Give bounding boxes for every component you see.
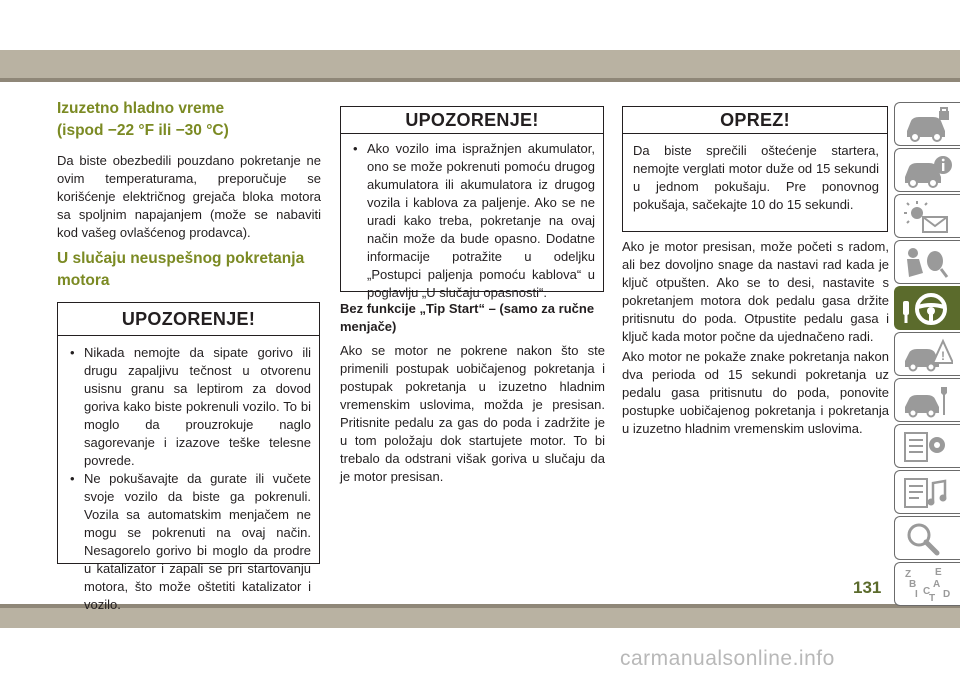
roadside-warning-icon xyxy=(901,337,953,373)
tab-emergency[interactable] xyxy=(894,332,960,376)
section-heading-failed-start: U slučaju neuspešnog pokretanja xyxy=(57,250,305,267)
section-heading: Izuzetno hladno vreme xyxy=(57,100,225,117)
caution-body xyxy=(623,134,887,220)
warning-list xyxy=(68,344,311,614)
warning-body xyxy=(341,134,603,308)
svg-text:B: B xyxy=(909,579,917,590)
warning-box xyxy=(57,302,320,612)
tab-service[interactable] xyxy=(894,378,960,422)
page-number: 131 xyxy=(853,578,882,597)
tab-search[interactable] xyxy=(894,516,960,560)
tab-car-lock[interactable] xyxy=(894,102,960,146)
svg-text:D: D xyxy=(943,589,951,600)
paragraph-no-start: Ako motor ne pokaže znake pokretanja nakon dva perioda od 15 sekundi pokretanja uz pedalu gasa pritisnutu do poda, ponovite postupke uobičajenog pokretanja i pokretanja u izuzetno hladnim vremenskim uslovima. xyxy=(622,349,889,436)
intro-paragraph: Da biste obezbedili pouzdano pokretanje ne ovim temperaturama, preporučuje se korišćenje električnog grejača bloka motora sa spoljnim napajanjem (može se nabaviti kod vašeg ovlašćenog prodavca). xyxy=(57,153,321,240)
header-stripe xyxy=(0,78,960,82)
paragraph-flooded-start: Ako je motor presisan, može početi s radom, ali bez dovoljno snage da nastavi rad kada je ključ otpušten. Ako se to desi, nastavite s pokretanjem motora dok pedalu gasa držite pritisnutu do poda. Otpustite pedalu gasa i ključ kada motor počne da ujednačeno radi. xyxy=(622,239,889,344)
caution-box xyxy=(622,106,888,232)
watermark: carmanualsonline.info xyxy=(620,647,835,670)
warning-item: • Ne pokušavajte da gurate ili vučete svoje vozilo da biste ga pokrenuli. Vozila sa automatskim menjačem ne mogu se pokrenuti na ovaj način. Nesagorelo gorivo bi moglo da prodre u katalizator i zapali se pri startovanju motora, što može oštetiti katalizator i vozilo. xyxy=(70,471,311,612)
tab-index[interactable] xyxy=(894,562,960,606)
car-lock-icon xyxy=(901,107,953,143)
tab-airbag-safety[interactable] xyxy=(894,240,960,284)
warning-box xyxy=(340,106,604,300)
tab-starting-driving[interactable] xyxy=(894,286,960,330)
warning-item: • Nikada nemojte da sipate gorivo ili drugu zapaljivu tečnost u otvorenu usisnu granu sa leptirom za dovod goriva kako biste pokrenuli vozilo. To bi moglo da prouzrokuje naglo sagorevanje i izazove teške telesne povrede. xyxy=(70,345,311,468)
warning-title: UPOZORENJE! xyxy=(341,107,603,134)
caution-text: Da biste sprečili oštećenje startera, nemojte verglati motor duže od 15 sekundi u jednom pokušaju. Pre ponovnog pokušaja, sačekajte 10 do 15 sekundi. xyxy=(633,143,879,212)
flooded-engine-paragraph: Ako se motor ne pokrene nakon što ste primenili postupak uobičajenog pokretanja i postupak pokretanja u izuzetno hladnim vremenskim uslovima, možda je presisan. Pritisnite pedalu za gas do poda i zadržite je u tom položaju dok startujete motor. To bi trebalo da odstrani višak goriva u slučaju da je motor presisan. xyxy=(340,343,605,484)
car-info-icon xyxy=(901,153,953,189)
steering-wheel-icon xyxy=(901,291,953,327)
subheading-tip-start: Bez funkcije „Tip Start“ – (samo za ručne menjače) xyxy=(340,301,595,334)
alphabetical-index-icon xyxy=(901,567,953,603)
tab-warning-lights[interactable] xyxy=(894,194,960,238)
warning-body xyxy=(58,336,319,620)
svg-text:!: ! xyxy=(941,349,945,363)
tab-specifications[interactable] xyxy=(894,424,960,468)
search-icon xyxy=(901,521,953,557)
checklist-gear-icon xyxy=(901,429,953,465)
section-heading-failed-start-2: motora xyxy=(57,272,110,289)
tab-multimedia[interactable] xyxy=(894,470,960,514)
svg-text:C: C xyxy=(923,586,931,597)
warning-list xyxy=(351,140,595,302)
svg-text:E: E xyxy=(935,567,942,578)
svg-text:T: T xyxy=(929,593,936,603)
header-bar xyxy=(0,50,960,82)
warning-light-message-icon xyxy=(901,199,953,235)
airbag-person-icon xyxy=(901,245,953,281)
multimedia-icon xyxy=(901,475,953,511)
svg-text:A: A xyxy=(933,579,941,590)
svg-text:I: I xyxy=(915,589,918,600)
tab-car-info[interactable] xyxy=(894,148,960,192)
svg-text:Z: Z xyxy=(905,569,912,580)
section-heading-temperature: (ispod −22 °F ili −30 °C) xyxy=(57,122,229,139)
warning-title: UPOZORENJE! xyxy=(58,303,319,336)
caution-title: OPREZ! xyxy=(623,107,887,134)
warning-item: • Ako vozilo ima ispražnjen akumulator, ono se može pokrenuti pomoću drugog akumulatora ili akumulatora iz drugog vozila i kablova za paljenje. Ako se ne uradi kako treba, pokretanje na ovaj način može da bude opasno. Dodatne informacije potražite u odeljku „Postupci paljenja pomoću kablova“ u poglavlju „U slučaju opasnosti“. xyxy=(353,141,595,300)
car-wrench-icon xyxy=(901,383,953,419)
